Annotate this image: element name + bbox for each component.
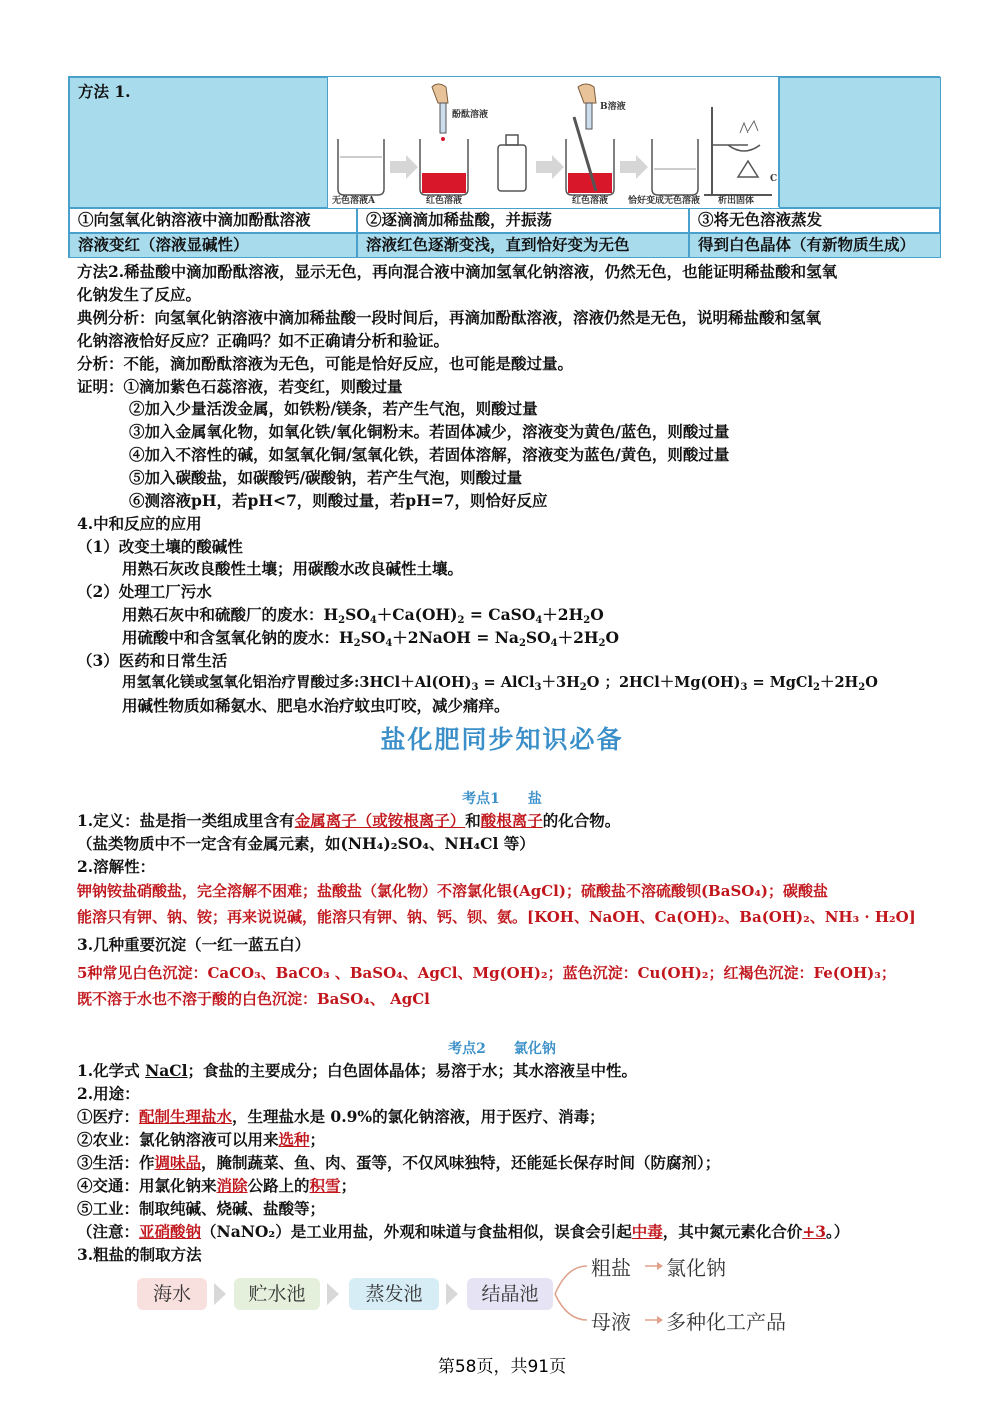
label-red-1: 红色溶液 (426, 196, 463, 206)
flow-step-reservoir: 贮水池 (234, 1278, 320, 1310)
step-2: ②逐滴滴加稀盐酸，并振荡 (366, 210, 553, 229)
application-1a: 用熟石灰改良酸性土壤；用碳酸水改良碱性土壤。 (122, 559, 464, 578)
kp1-precipitate-b: 既不溶于水也不溶于酸的白色沉淀：BaSO₄、 AgCl (77, 990, 430, 1008)
flow-arrow-2 (327, 1283, 339, 1305)
proof-5: ⑤加入碳酸盐，如碳酸钙/碳酸钠，若产生气泡，则酸过量 (129, 468, 523, 487)
step-2-cell (357, 208, 689, 233)
page-footer: 第58页，共91页 (437, 1357, 567, 1377)
example-line-a: 典例分析：向氢氧化钠溶液中滴加稀盐酸一段时间后，再滴加酚酞溶液，溶液仍然是无色，说明稀盐酸和氢氧 (77, 308, 822, 327)
step-3-cell (689, 208, 941, 233)
kp1-precipitate-a: 5种常见白色沉淀：CaCO₃、BaCO₃ 、BaSO₄、AgCl、Mg(OH)₂；蓝色沉淀：Cu(OH)₂；红褐色沉淀：Fe(OH)₃； (77, 964, 896, 982)
proof-3: ③加入金属氧化物，如氧化铁/氧化铜粉末。若固体减少，溶液变为黄色/蓝色，则酸过量 (129, 422, 730, 441)
label-beaker-a: 无色溶液A (332, 196, 375, 206)
application-3a: 用氢氧化镁或氢氧化铝治疗胃酸过多$:3HCl+Al(OH)_3$ = $AlCl_3+3H_2O$ ；$2HCl+Mg(OH)_3$ = $MgCl_2+2H_2O$ (122, 674, 878, 693)
flow-mother-liquor: 母液 (591, 1310, 631, 1334)
flow-step-crystallization: 结晶池 (467, 1278, 553, 1310)
kp2-use-5: ⑤工业：制取纯碱、烧碱、盐酸等； (77, 1199, 326, 1218)
application-2b: 用硫酸中和含氢氧化钠的废水：$H_2SO_4+2NaOH = Na_2SO_4+2H_2O$ (122, 628, 619, 649)
result-3-cell (689, 233, 941, 258)
step-3: ③将无色溶液蒸发 (698, 210, 823, 229)
kp2-note: （注意：亚硝酸钠（NaNO₂）是工业用盐，外观和味道与食盐相似，误食会引起中毒，其中氮元素化合价+3。） (77, 1222, 850, 1241)
flow-step-evaporation: 蒸发池 (349, 1278, 439, 1310)
proof-4: ④加入不溶性的碱，如氢氧化铜/氢氧化铁，若固体溶解，溶液变为蓝色/黄色，则酸过量 (129, 445, 730, 464)
kp1-definition: 1.定义：盐是指一类组成里含有金属离子（或铵根离子）和酸根离子的化合物。 (77, 811, 621, 830)
application-3: （3）医药和日常生活 (77, 651, 228, 670)
kp2-uses: 2.用途： (77, 1084, 140, 1103)
method1-label: 方法 1. (78, 82, 131, 101)
application-2: （2）处理工厂污水 (77, 582, 212, 601)
result-2: 溶液红色逐渐变浅，直到恰好变为无色 (366, 235, 630, 254)
kp1-solubility-a: 钾钠铵盐硝酸盐，完全溶解不困难；盐酸盐（氯化物）不溶氯化银(AgCl)；硫酸盐不溶硫酸钡(BaSO₄)；碳酸盐 (77, 882, 829, 900)
proof-1: 证明：①滴加紫色石蕊溶液，若变红，则酸过量 (77, 377, 403, 396)
label-b-solution: B溶液 (600, 102, 626, 112)
kp2-use-2: ②农业：氯化钠溶液可以用来选种； (77, 1130, 326, 1149)
step-1-cell (69, 208, 357, 233)
flow-sodium-chloride: 氯化钠 (666, 1256, 726, 1280)
method1-label-cell (69, 77, 328, 208)
experiment-diagram-svg (328, 77, 780, 207)
proof-2: ②加入少量活泼金属，如铁粉/镁条，若产生气泡，则酸过量 (129, 399, 538, 418)
kp1-note: （盐类物质中不一定含有金属元素，如(NH₄)₂SO₄、NH₄Cl 等） (77, 834, 535, 853)
application-heading: 4.中和反应的应用 (77, 514, 202, 533)
label-red-2: 红色溶液 (572, 196, 609, 206)
kp2-formula: 1.化学式 NaCl；食盐的主要成分；白色固体晶体；易溶于水；其水溶液呈中性。 (77, 1061, 638, 1080)
application-3b: 用碱性物质如稀氨水、肥皂水治疗蚊虫叮咬，减少痛痒。 (122, 696, 510, 715)
kp1-solubility-b: 能溶只有钾、钠、铵；再来说说碱，能溶只有钾、钠、钙、钡、氨。[KOH、NaOH、Ca(OH)₂、Ba(OH)₂、NH₃ · H₂O] (77, 908, 916, 926)
flow-arrow-1 (214, 1283, 226, 1305)
kp1-precipitate: 3.几种重要沉淀（一红一蓝五白） (77, 935, 311, 954)
method1-right-cell (779, 77, 941, 208)
kp2-use-4: ④交通：用氯化钠来消除公路上的积雪； (77, 1176, 357, 1195)
result-1: 溶液变红（溶液显碱性） (78, 235, 249, 254)
label-colorless: 恰好变成无色溶液 (628, 196, 701, 206)
experiment-table (68, 76, 940, 258)
step-1: ①向氢氧化钠溶液中滴加酚酞溶液 (78, 210, 311, 229)
example-line-b: 化钠溶液恰好反应？正确吗？如不正确请分析和验证。 (77, 331, 450, 350)
flow-arrow-3 (446, 1283, 458, 1305)
proof-6: ⑥测溶液pH，若pH<7，则酸过量，若pH=7，则恰好反应 (129, 491, 548, 510)
label-solid: 析出固体 (718, 196, 755, 206)
result-2-cell (357, 233, 689, 258)
method2-line-a: 方法2.稀盐酸中滴加酚酞溶液，显示无色，再向混合液中滴加氢氧化钠溶液，仍然无色，也能证明稀盐酸和氢氧 (77, 262, 838, 281)
kp2-heading: 考点2 氯化钠 (448, 1041, 556, 1057)
kp1-heading: 考点1 盐 (462, 791, 542, 807)
method2-line-b: 化钠发生了反应。 (77, 285, 202, 304)
experiment-diagram (327, 77, 779, 207)
kp2-use-1: ①医疗：配制生理盐水，生理盐水是 0.9%的氯化钠溶液，用于医疗、消毒； (77, 1107, 605, 1126)
kp2-use-3: ③生活：作调味品，腌制蔬菜、鱼、肉、蛋等，不仅风味独特，还能延长保存时间（防腐剂）； (77, 1153, 721, 1172)
application-2a: 用熟石灰中和硫酸厂的废水：$H_2SO_4+Ca(OH)_2$ = $CaSO_4+2H_2O$ (122, 605, 604, 626)
flow-chemical-products: 多种化工产品 (666, 1310, 786, 1334)
label-phenol: 酚酞溶液 (452, 110, 489, 120)
kp2-crude-salt: 3.粗盐的制取方法 (77, 1245, 202, 1264)
analysis-line: 分析：不能，滴加酚酞溶液为无色，可能是恰好反应，也可能是酸过量。 (77, 354, 574, 373)
result-3: 得到白色晶体（有新物质生成） (698, 235, 916, 254)
flow-step-seawater: 海水 (137, 1278, 207, 1310)
application-1: （1）改变土壤的酸碱性 (77, 537, 243, 556)
label-c: C (770, 174, 778, 184)
result-1-cell (69, 233, 357, 258)
page-title: 盐化肥同步知识必备 (380, 725, 624, 754)
flow-crude-salt: 粗盐 (591, 1256, 631, 1280)
kp1-solubility: 2.溶解性： (77, 857, 156, 876)
